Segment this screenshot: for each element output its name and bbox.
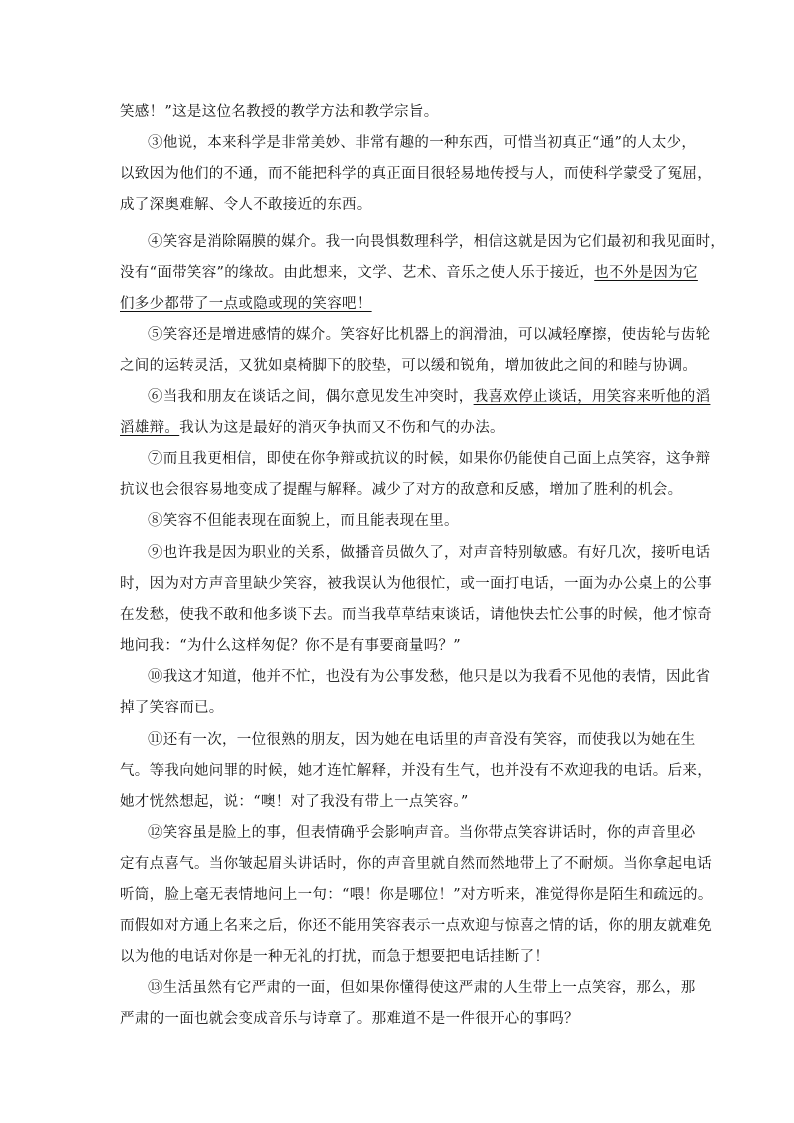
underlined-text: 我喜欢停止谈话，用笑容来听他的滔 <box>473 389 711 405</box>
text-line: 掉了笑容而已。 <box>120 700 224 716</box>
text-line: 气。等我向她问罪的时候，她才连忙解释，并没有生气，也并没有不欢迎我的电话。后来， <box>120 763 712 779</box>
text-line: 定有点喜气。当你皱起眉头讲话时，你的声音里就自然而然地带上了不耐烦。当你拿起电话 <box>120 856 712 872</box>
paragraph-8-line: ⑧笑容不但能表现在面貌上，而且能表现在里。 <box>148 513 459 529</box>
paragraph-3-line: ③他说，本来科学是非常美妙、非常有趣的一种东西，可惜当初真正“通”的人太少， <box>148 135 697 151</box>
text-line: 以致因为他们的不通，而不能把科学的真正面目很轻易地传授与人，而使科学蒙受了冤屈， <box>120 166 712 182</box>
underlined-text: 们多少都带了一点或隐或现的笑容吧！ <box>120 296 372 312</box>
paragraph-4-line: ④笑容是消除隔膜的媒介。我一向畏惧数理科学，相信这就是因为它们最初和我见面时， <box>148 234 726 250</box>
text-line: 她才恍然想起，说：“噢！对了我没有带上一点笑容。” <box>120 794 469 810</box>
text-line: 笑感！”这是这位名教授的教学方法和教学宗旨。 <box>120 104 439 120</box>
text-line: 时，因为对方声音里缺少笑容，被我误认为他很忙，或一面打电话，一面为办公桌上的公事 <box>120 576 712 592</box>
text-line: 之间的运转灵活，又犹如桌椅脚下的胶垫，可以缓和锐角，增加彼此之间的和睦与协调。 <box>120 358 698 374</box>
underlined-text: 滔雄辩。 <box>120 420 180 436</box>
underlined-text: 也不外是因为它 <box>594 265 698 281</box>
text-line: 成了深奥难解、令人不敢接近的东西。 <box>120 197 372 213</box>
text-line: 没有“面带笑容”的缘故。由此想来，文学、艺术、音乐之使人乐于接近，也不外是因为它 <box>120 265 698 281</box>
paragraph-5-line: ⑤笑容还是增进感情的媒介。笑容好比机器上的润滑油，可以减轻摩擦，使齿轮与齿轮 <box>148 327 711 343</box>
paragraph-13-line: ⑬生活虽然有它严肃的一面，但如果你懂得使这严肃的人生带上一点笑容，那么，那 <box>148 980 696 996</box>
paragraph-6-line: ⑥当我和朋友在谈话之间，偶尔意见发生冲突时，我喜欢停止谈话，用笑容来听他的滔 <box>148 389 711 405</box>
text-line: 抗议也会很容易地变成了提醒与解释。减少了对方的敌意和反感，增加了胜利的机会。 <box>120 482 683 498</box>
paragraph-10-line: ⑩我这才知道，他并不忙，也没有为公事发愁，他只是以为我看不见他的表情，因此省 <box>148 669 711 685</box>
paragraph-9-line: ⑨也许我是因为职业的关系，做播音员做久了，对声音特别敏感。有好几次，接听电话 <box>148 545 711 561</box>
text-line: 滔雄辩。我认为这是最好的消灭争执而又不伤和气的办法。 <box>120 420 505 436</box>
text-line: 以为他的电话对你是一种无礼的打扰，而急于想要把电话挂断了！ <box>120 949 550 965</box>
text-line: 严肃的一面也就会变成音乐与诗章了。那难道不是一件很开心的事吗？ <box>120 1011 579 1027</box>
text-line: 听筒，脸上毫无表情地问上一句：“喂！你是哪位！”对方听来，准觉得你是陌生和疏远的。 <box>120 887 713 903</box>
paragraph-12-line: ⑫笑容虽是脸上的事，但表情确乎会影响声音。当你带点笑容讲话时，你的声音里必 <box>148 825 696 841</box>
text-line: 在发愁，使我不敢和他多谈下去。而当我草草结束谈话，请他快去忙公事的时候，他才惊奇 <box>120 607 712 623</box>
paragraph-7-line: ⑦而且我更相信，即使在你争辩或抗议的时候，如果你仍能使自己面上点笑容，这争辩 <box>148 451 711 467</box>
text-line <box>120 294 680 314</box>
text-line: 而假如对方通上名来之后，你还不能用笑容表示一点欢迎与惊喜之情的话，你的朋友就难免 <box>120 918 712 934</box>
paragraph-11-line: ⑪还有一次，一位很熟的朋友，因为她在电话里的声音没有笑容，而使我以为她在生 <box>148 732 696 748</box>
text-line: 地问我：“为什么这样匆促？你不是有事要商量吗？” <box>120 638 462 654</box>
